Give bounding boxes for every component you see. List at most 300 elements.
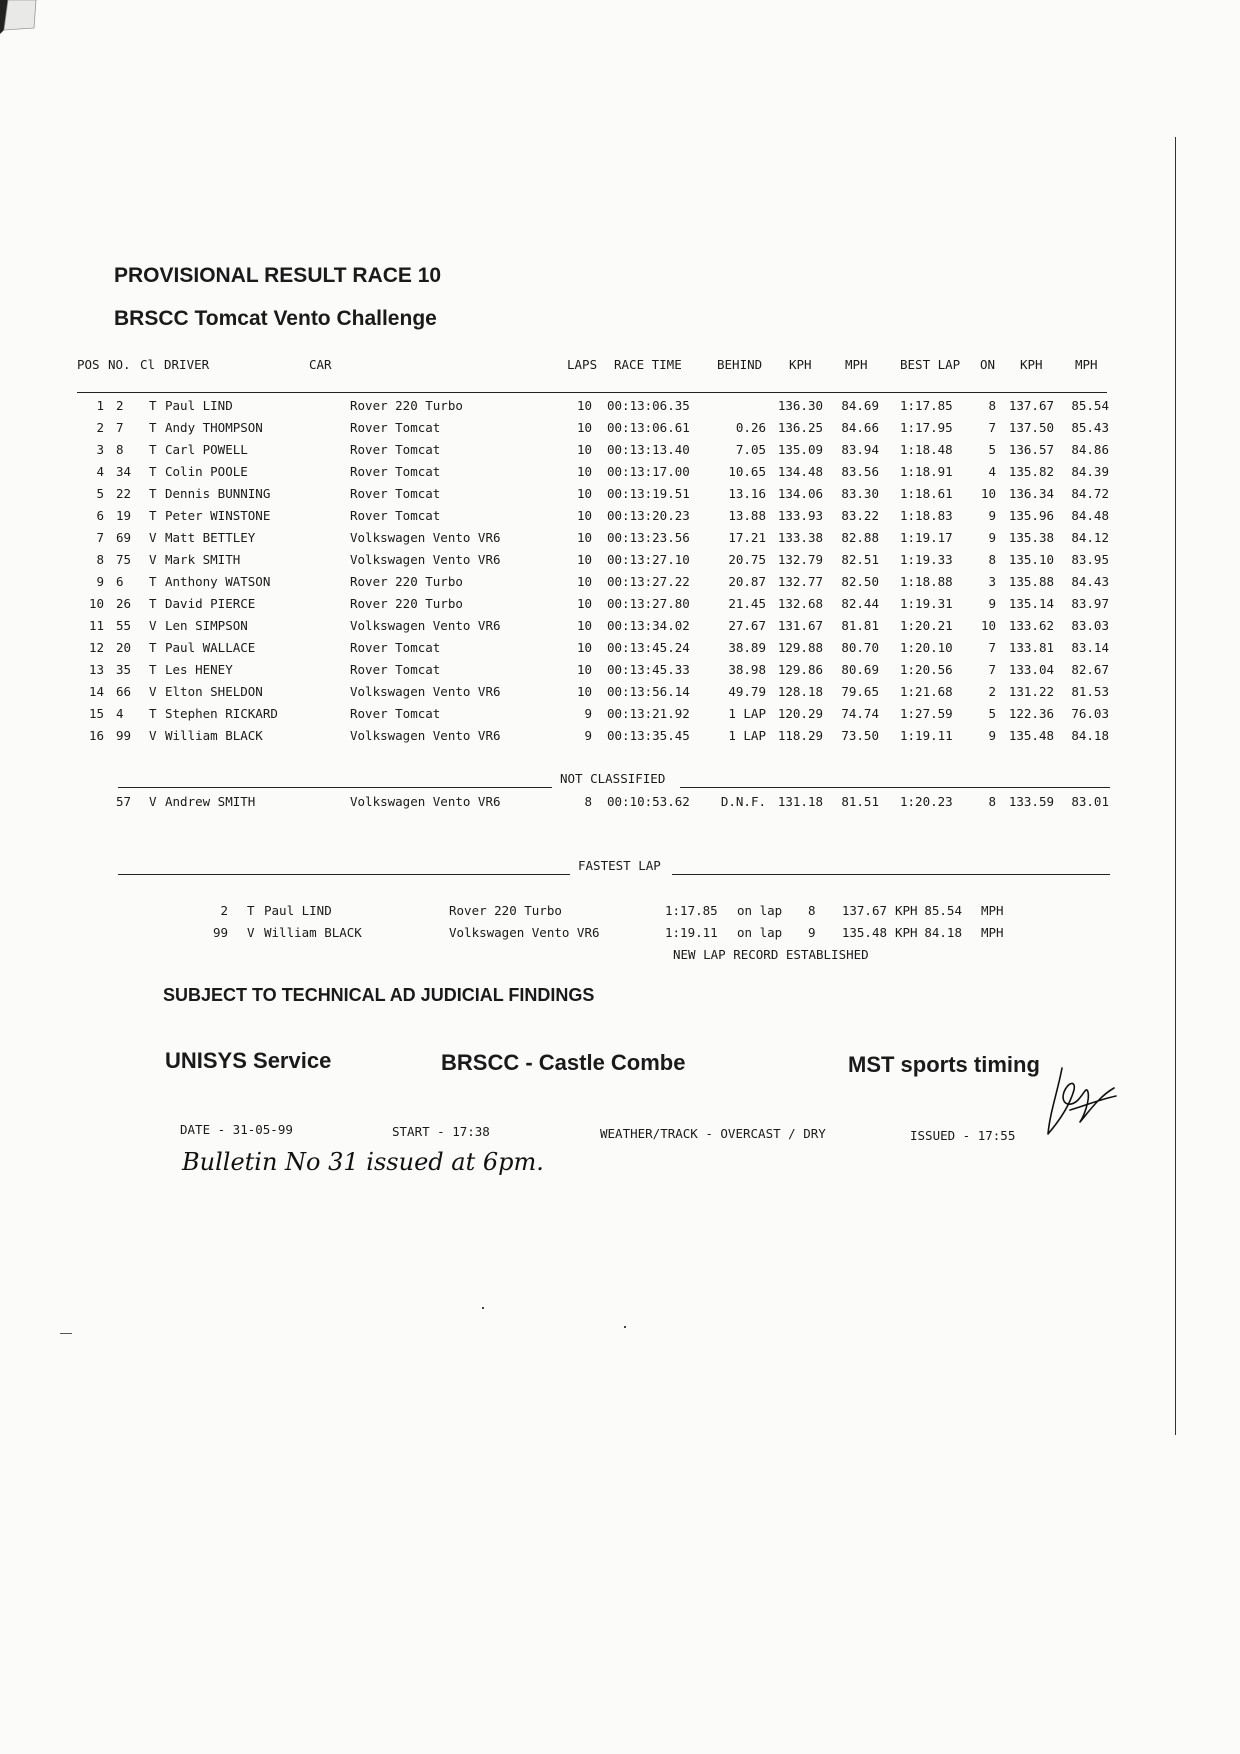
cell-driver: Mark SMITH: [165, 552, 241, 567]
cell-race-time: 00:13:27.10: [607, 552, 690, 567]
cell-pos: 11: [88, 618, 104, 633]
cell-laps: 10: [576, 618, 592, 633]
col-header-best-lap: BEST LAP: [900, 357, 961, 372]
cell-driver: Paul LIND: [264, 903, 332, 918]
cell-car: Volkswagen Vento VR6: [350, 530, 501, 545]
lap-record-note: NEW LAP RECORD ESTABLISHED: [673, 947, 869, 962]
cell-car: Rover 220 Turbo: [350, 574, 463, 589]
cell-laps: 10: [576, 574, 592, 589]
cell-best-kph: 133.59: [1008, 794, 1054, 809]
cell-class: V: [149, 684, 157, 699]
cell-number: 6: [116, 574, 124, 589]
cell-driver: Andrew SMITH: [165, 794, 256, 809]
cell-behind: 13.16: [728, 486, 766, 501]
cell-best-kph: 136.57: [1008, 442, 1054, 457]
cell-pos: 4: [96, 464, 104, 479]
cell-best-lap: 1:18.48: [900, 442, 953, 457]
cell-best-lap: 1:18.61: [900, 486, 953, 501]
cell-best-kph: 135.96: [1008, 508, 1054, 523]
cell-laps: 10: [576, 684, 592, 699]
divider-right: [680, 787, 1110, 788]
cell-pos: 15: [88, 706, 104, 721]
cell-race-time: 00:13:19.51: [607, 486, 690, 501]
cell-behind: 38.89: [728, 640, 766, 655]
cell-pos: 9: [96, 574, 104, 589]
scan-speck: [482, 1307, 484, 1309]
cell-on-lap: 4: [988, 464, 996, 479]
cell-number: 7: [116, 420, 124, 435]
cell-best-mph: 81.53: [1071, 684, 1109, 699]
cell-class: T: [149, 640, 157, 655]
cell-pos: 16: [88, 728, 104, 743]
cell-mph: 85.54: [924, 903, 962, 918]
col-header-driver: DRIVER: [164, 357, 210, 372]
cell-best-kph: 122.36: [1008, 706, 1054, 721]
cell-kph: 132.79: [777, 552, 823, 567]
cell-mph: 82.44: [841, 596, 879, 611]
cell-best-mph: 84.86: [1071, 442, 1109, 457]
page-subtitle: BRSCC Tomcat Vento Challenge: [114, 307, 437, 330]
cell-mph: 84.69: [841, 398, 879, 413]
cell-kph: 129.88: [777, 640, 823, 655]
cell-behind: 10.65: [728, 464, 766, 479]
cell-race-time: 00:13:35.45: [607, 728, 690, 743]
cell-driver: Paul WALLACE: [165, 640, 256, 655]
cell-best-mph: 83.01: [1071, 794, 1109, 809]
cell-number: 26: [116, 596, 132, 611]
cell-laps: 10: [576, 464, 592, 479]
cell-laps: 10: [576, 420, 592, 435]
cell-driver: William BLACK: [165, 728, 263, 743]
cell-lap-number: 8: [808, 903, 816, 918]
table-row: [0, 442, 1240, 462]
cell-pos: 3: [96, 442, 104, 457]
cell-car: Volkswagen Vento VR6: [350, 552, 501, 567]
cell-laps: 10: [576, 486, 592, 501]
cell-best-kph: 137.50: [1008, 420, 1054, 435]
page-title: PROVISIONAL RESULT RACE 10: [114, 264, 442, 287]
cell-laps: 9: [584, 728, 592, 743]
cell-mph: 82.51: [841, 552, 879, 567]
venue-name: BRSCC - Castle Combe: [441, 1050, 686, 1075]
cell-behind: 21.45: [728, 596, 766, 611]
cell-best-lap: 1:20.10: [900, 640, 953, 655]
cell-best-lap: 1:17.85: [900, 398, 953, 413]
col-header-on: ON: [980, 357, 996, 372]
cell-car: Rover Tomcat: [350, 662, 441, 677]
cell-car: Rover Tomcat: [350, 508, 441, 523]
cell-driver: Matt BETTLEY: [165, 530, 256, 545]
cell-behind: 27.67: [728, 618, 766, 633]
col-header-best-kph: KPH: [1020, 357, 1043, 372]
handwritten-bulletin-note: Bulletin No 31 issued at 6pm.: [182, 1148, 544, 1176]
cell-mph: 84.18: [924, 925, 962, 940]
cell-number: 69: [116, 530, 132, 545]
table-row: [0, 574, 1240, 594]
cell-best-kph: 135.48: [1008, 728, 1054, 743]
cell-mph: 79.65: [841, 684, 879, 699]
cell-lap-time: 1:19.11: [665, 925, 718, 940]
col-header-behind: BEHIND: [717, 357, 763, 372]
table-row: [0, 508, 1240, 528]
cell-best-mph: 84.39: [1071, 464, 1109, 479]
cell-best-lap: 1:20.23: [900, 794, 953, 809]
cell-car: Rover 220 Turbo: [350, 596, 463, 611]
cell-best-kph: 135.10: [1008, 552, 1054, 567]
cell-laps: 10: [576, 442, 592, 457]
cell-best-mph: 84.18: [1071, 728, 1109, 743]
cell-best-mph: 83.95: [1071, 552, 1109, 567]
cell-laps: 10: [576, 596, 592, 611]
cell-car: Rover 220 Turbo: [449, 903, 562, 918]
cell-laps: 10: [576, 398, 592, 413]
cell-on-lap: 9: [988, 596, 996, 611]
cell-driver: Andy THOMPSON: [165, 420, 263, 435]
cell-best-lap: 1:18.91: [900, 464, 953, 479]
col-header-laps: LAPS: [567, 357, 598, 372]
cell-race-time: 00:13:27.22: [607, 574, 690, 589]
cell-best-mph: 83.97: [1071, 596, 1109, 611]
cell-on-lap: 9: [988, 530, 996, 545]
cell-best-mph: 84.12: [1071, 530, 1109, 545]
cell-behind: 1 LAP: [728, 728, 766, 743]
cell-class: T: [149, 398, 157, 413]
cell-behind: 38.98: [728, 662, 766, 677]
cell-lap-number: 9: [808, 925, 816, 940]
cell-mph: 82.50: [841, 574, 879, 589]
cell-on-lap: 9: [988, 728, 996, 743]
cell-class: V: [149, 618, 157, 633]
cell-behind: 1 LAP: [728, 706, 766, 721]
table-row: [0, 662, 1240, 682]
cell-driver: Peter WINSTONE: [165, 508, 271, 523]
cell-number: 99: [116, 728, 132, 743]
cell-on-lap: 9: [988, 508, 996, 523]
cell-race-time: 00:10:53.62: [607, 794, 690, 809]
cell-number: 57: [116, 794, 132, 809]
cell-car: Rover Tomcat: [350, 486, 441, 501]
cell-kph: 135.09: [777, 442, 823, 457]
cell-class: T: [149, 596, 157, 611]
cell-laps: 10: [576, 640, 592, 655]
cell-mph-unit: MPH: [981, 925, 1004, 940]
scan-speck: [60, 1333, 72, 1334]
cell-race-time: 00:13:13.40: [607, 442, 690, 457]
cell-class: T: [149, 574, 157, 589]
cell-car: Rover Tomcat: [350, 420, 441, 435]
cell-driver: Len SIMPSON: [165, 618, 248, 633]
cell-mph: 73.50: [841, 728, 879, 743]
cell-laps: 10: [576, 662, 592, 677]
cell-car: Volkswagen Vento VR6: [449, 925, 600, 940]
col-header-class: Cl: [140, 357, 156, 372]
cell-kph: 135.48: [841, 925, 887, 940]
cell-kph: 118.29: [777, 728, 823, 743]
cell-mph: 81.81: [841, 618, 879, 633]
cell-class: V: [149, 552, 157, 567]
col-header-best-mph: MPH: [1075, 357, 1098, 372]
cell-number: 35: [116, 662, 132, 677]
cell-kph-unit: KPH: [895, 903, 918, 918]
cell-best-lap: 1:18.88: [900, 574, 953, 589]
cell-best-lap: 1:21.68: [900, 684, 953, 699]
divider-left: [118, 787, 552, 788]
cell-best-kph: 136.34: [1008, 486, 1054, 501]
cell-driver: Paul LIND: [165, 398, 233, 413]
cell-pos: 8: [96, 552, 104, 567]
cell-on-lap: 8: [988, 552, 996, 567]
cell-number: 66: [116, 684, 132, 699]
table-row: [0, 552, 1240, 572]
cell-kph: 132.77: [777, 574, 823, 589]
issued-time: ISSUED - 17:55: [910, 1128, 1016, 1143]
cell-car: Rover Tomcat: [350, 706, 441, 721]
cell-number: 2: [220, 903, 228, 918]
cell-on-lap: 5: [988, 706, 996, 721]
table-row: [0, 596, 1240, 616]
fastest-lap-row: [0, 903, 1240, 923]
cell-best-lap: 1:19.17: [900, 530, 953, 545]
cell-kph: 134.48: [777, 464, 823, 479]
cell-on-lap: 2: [988, 684, 996, 699]
cell-mph: 84.66: [841, 420, 879, 435]
cell-race-time: 00:13:27.80: [607, 596, 690, 611]
table-row: [0, 486, 1240, 506]
signature-icon: [1040, 1060, 1120, 1140]
results-table-header: [0, 357, 1240, 377]
cell-race-time: 00:13:06.35: [607, 398, 690, 413]
cell-behind: 7.05: [735, 442, 766, 457]
cell-number: 55: [116, 618, 132, 633]
cell-race-time: 00:13:21.92: [607, 706, 690, 721]
cell-pos: 5: [96, 486, 104, 501]
cell-on-lap: 8: [988, 794, 996, 809]
cell-mph: 82.88: [841, 530, 879, 545]
cell-best-kph: 135.14: [1008, 596, 1054, 611]
cell-class: T: [149, 486, 157, 501]
cell-kph: 134.06: [777, 486, 823, 501]
cell-car: Rover Tomcat: [350, 640, 441, 655]
cell-best-mph: 84.48: [1071, 508, 1109, 523]
col-header-pos: POS: [77, 357, 100, 372]
cell-behind: 13.88: [728, 508, 766, 523]
cell-car: Rover Tomcat: [350, 442, 441, 457]
cell-kph: 132.68: [777, 596, 823, 611]
margin-line: [1175, 137, 1176, 1435]
cell-behind: D.N.F.: [720, 794, 766, 809]
col-header-no: NO.: [108, 357, 131, 372]
cell-mph-unit: MPH: [981, 903, 1004, 918]
cell-mph: 83.30: [841, 486, 879, 501]
cell-kph: 136.30: [777, 398, 823, 413]
cell-best-kph: 135.88: [1008, 574, 1054, 589]
cell-driver: Anthony WATSON: [165, 574, 271, 589]
cell-kph: 131.18: [777, 794, 823, 809]
cell-number: 75: [116, 552, 132, 567]
cell-best-mph: 84.43: [1071, 574, 1109, 589]
col-header-car: CAR: [309, 357, 332, 372]
cell-behind: 20.87: [728, 574, 766, 589]
cell-race-time: 00:13:20.23: [607, 508, 690, 523]
cell-number: 4: [116, 706, 124, 721]
cell-class: T: [247, 903, 255, 918]
cell-best-lap: 1:18.83: [900, 508, 953, 523]
cell-class: V: [149, 728, 157, 743]
cell-kph-unit: KPH: [895, 925, 918, 940]
cell-driver: Carl POWELL: [165, 442, 248, 457]
scan-speck: [624, 1326, 626, 1328]
cell-driver: Colin POOLE: [165, 464, 248, 479]
table-row: [0, 684, 1240, 704]
cell-pos: 10: [88, 596, 104, 611]
cell-race-time: 00:13:17.00: [607, 464, 690, 479]
table-row: [0, 640, 1240, 660]
folded-corner-icon: [0, 0, 40, 40]
cell-kph: 120.29: [777, 706, 823, 721]
cell-class: T: [149, 662, 157, 677]
cell-class: V: [149, 794, 157, 809]
cell-pos: 6: [96, 508, 104, 523]
fastest-lap-row: [0, 925, 1240, 945]
cell-race-time: 00:13:45.33: [607, 662, 690, 677]
cell-number: 8: [116, 442, 124, 457]
cell-class: T: [149, 420, 157, 435]
cell-best-lap: 1:27.59: [900, 706, 953, 721]
fastest-lap-label: FASTEST LAP: [578, 858, 661, 873]
race-date: DATE - 31-05-99: [180, 1122, 293, 1137]
weather-track: WEATHER/TRACK - OVERCAST / DRY: [600, 1126, 826, 1141]
cell-driver: William BLACK: [264, 925, 362, 940]
table-row: [0, 398, 1240, 418]
cell-mph: 74.74: [841, 706, 879, 721]
cell-number: 19: [116, 508, 132, 523]
cell-best-lap: 1:19.31: [900, 596, 953, 611]
cell-car: Volkswagen Vento VR6: [350, 728, 501, 743]
cell-pos: 14: [88, 684, 104, 699]
cell-number: 34: [116, 464, 132, 479]
cell-kph: 133.93: [777, 508, 823, 523]
cell-best-kph: 131.22: [1008, 684, 1054, 699]
cell-race-time: 00:13:06.61: [607, 420, 690, 435]
cell-best-kph: 135.82: [1008, 464, 1054, 479]
table-row: [0, 530, 1240, 550]
cell-best-lap: 1:19.11: [900, 728, 953, 743]
cell-race-time: 00:13:23.56: [607, 530, 690, 545]
cell-kph: 133.38: [777, 530, 823, 545]
cell-kph: 129.86: [777, 662, 823, 677]
cell-on-lap-label: on lap: [737, 903, 783, 918]
cell-best-kph: 133.04: [1008, 662, 1054, 677]
cell-pos: 1: [96, 398, 104, 413]
cell-driver: Dennis BUNNING: [165, 486, 271, 501]
cell-pos: 2: [96, 420, 104, 435]
timing-provider: MST sports timing: [848, 1052, 1040, 1077]
cell-behind: 0.26: [735, 420, 766, 435]
table-row: [0, 706, 1240, 726]
cell-mph: 81.51: [841, 794, 879, 809]
table-row: [0, 794, 1240, 814]
cell-on-lap: 7: [988, 662, 996, 677]
judicial-notice: SUBJECT TO TECHNICAL AD JUDICIAL FINDINGS: [163, 985, 595, 1005]
cell-car: Volkswagen Vento VR6: [350, 684, 501, 699]
cell-pos: 13: [88, 662, 104, 677]
cell-number: 20: [116, 640, 132, 655]
cell-driver: David PIERCE: [165, 596, 256, 611]
cell-driver: Stephen RICKARD: [165, 706, 278, 721]
cell-class: T: [149, 706, 157, 721]
col-header-race-time: RACE TIME: [614, 357, 682, 372]
cell-kph: 136.25: [777, 420, 823, 435]
cell-on-lap-label: on lap: [737, 925, 783, 940]
cell-best-mph: 85.43: [1071, 420, 1109, 435]
col-header-mph: MPH: [845, 357, 868, 372]
cell-car: Volkswagen Vento VR6: [350, 794, 501, 809]
cell-on-lap: 3: [988, 574, 996, 589]
cell-laps: 10: [576, 530, 592, 545]
cell-race-time: 00:13:34.02: [607, 618, 690, 633]
cell-laps: 10: [576, 508, 592, 523]
cell-class: T: [149, 464, 157, 479]
cell-laps: 8: [584, 794, 592, 809]
cell-on-lap: 7: [988, 640, 996, 655]
cell-driver: Les HENEY: [165, 662, 233, 677]
cell-on-lap: 5: [988, 442, 996, 457]
cell-lap-time: 1:17.85: [665, 903, 718, 918]
table-row: [0, 728, 1240, 748]
cell-class: V: [247, 925, 255, 940]
divider-left: [118, 874, 570, 875]
cell-driver: Elton SHELDON: [165, 684, 263, 699]
cell-race-time: 00:13:45.24: [607, 640, 690, 655]
cell-class: V: [149, 530, 157, 545]
table-row: [0, 618, 1240, 638]
cell-mph: 83.56: [841, 464, 879, 479]
cell-number: 22: [116, 486, 132, 501]
not-classified-label: NOT CLASSIFIED: [560, 771, 666, 786]
service-name: UNISYS Service: [165, 1048, 332, 1073]
cell-car: Volkswagen Vento VR6: [350, 618, 501, 633]
cell-best-kph: 133.81: [1008, 640, 1054, 655]
cell-class: T: [149, 508, 157, 523]
cell-best-mph: 83.03: [1071, 618, 1109, 633]
table-row: [0, 420, 1240, 440]
cell-mph: 80.69: [841, 662, 879, 677]
divider-right: [672, 874, 1110, 875]
cell-on-lap: 8: [988, 398, 996, 413]
cell-kph: 137.67: [841, 903, 887, 918]
cell-number: 2: [116, 398, 124, 413]
race-start: START - 17:38: [392, 1124, 490, 1139]
cell-car: Rover Tomcat: [350, 464, 441, 479]
cell-number: 99: [212, 925, 228, 940]
cell-best-mph: 83.14: [1071, 640, 1109, 655]
cell-mph: 83.22: [841, 508, 879, 523]
cell-on-lap: 10: [980, 618, 996, 633]
header-divider: [77, 392, 1107, 393]
cell-laps: 10: [576, 552, 592, 567]
table-row: [0, 464, 1240, 484]
cell-best-lap: 1:20.21: [900, 618, 953, 633]
cell-mph: 80.70: [841, 640, 879, 655]
cell-best-kph: 133.62: [1008, 618, 1054, 633]
cell-class: T: [149, 442, 157, 457]
cell-kph: 128.18: [777, 684, 823, 699]
cell-best-lap: 1:20.56: [900, 662, 953, 677]
cell-best-lap: 1:17.95: [900, 420, 953, 435]
cell-best-mph: 76.03: [1071, 706, 1109, 721]
cell-on-lap: 7: [988, 420, 996, 435]
cell-mph: 83.94: [841, 442, 879, 457]
